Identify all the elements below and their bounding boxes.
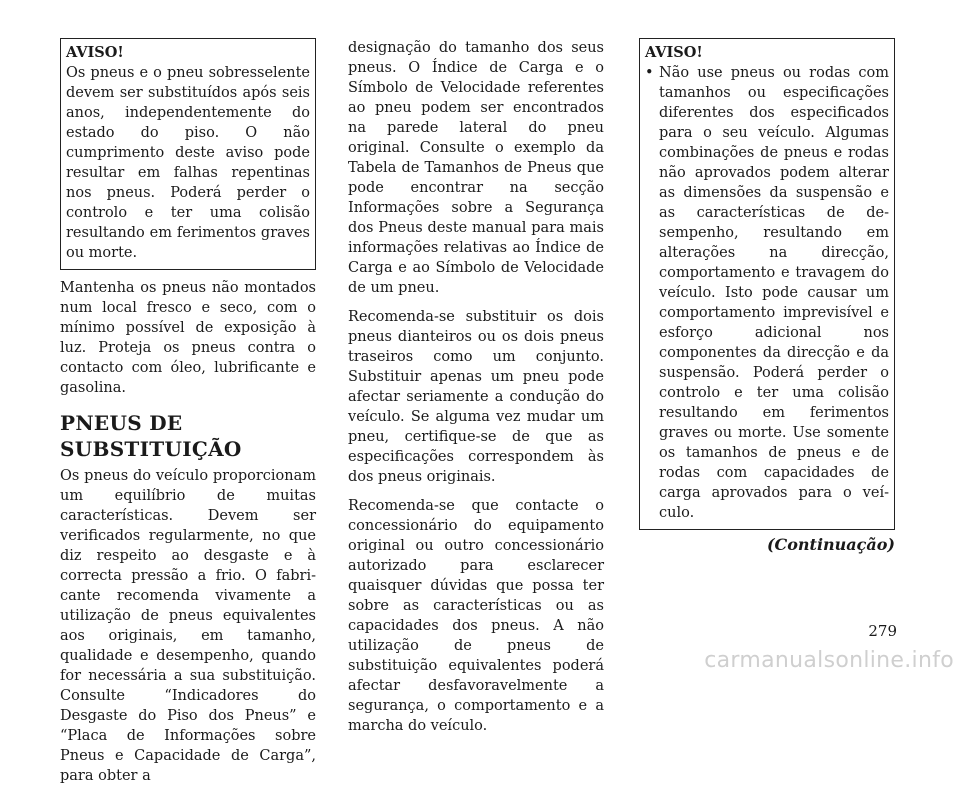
section-heading: PNEUS DE SUBSTITUIÇÃO [60,411,242,461]
replace-pairs-paragraph: Recomenda-se substituir os dois pneus dianteiros ou os dois pneus traseiros como um conjunto. Substituir apenas um pneu pode afectar seriamente a condução do veículo. Se alguma vez mudar um pneu, certifique-se de que as especificações correspondem às dos pneus originais. [348,309,604,485]
storage-paragraph: Mantenha os pneus não montados num local fresco e seco, com o mínimo possível de exposição à luz. Proteja os pneus contra o contacto com óleo, lubrificante e gasolina. [60,280,316,396]
warning-title: AVISO! [645,44,703,61]
warning-list [645,63,889,523]
page-number: 279 [868,622,897,640]
warning-title: AVISO! [66,44,124,61]
column-left [60,38,316,786]
warning-text: Os pneus e o pneu sobresselente devem ser substituídos após seis anos, independentemente do estado do piso. O não cumprimento deste aviso pode resultar em falhas repentinas nos pneus. Poderá perder o controlo e ter uma colisão resultando em ferimentos graves ou morte. [66,65,310,261]
warning-bullet-item: • Não use pneus ou rodas com tamanhos ou especificações diferentes dos especificados para o seu veículo. Algumas combinações de pneus e rodas não aprovados podem alterar as dimensões da suspensão e as características de desempenho, resultando em alterações na direcção, comportamento e travagem do veículo. Isto pode causar um comportamento imprevisível e esforço adicional nos componentes da direcção e da suspensão. Poderá perder o controlo e ter uma colisão resultando em ferimentos graves ou morte. Use somente os tamanhos de pneus e de rodas com capacidades de carga aprovados para o veículo. [645,63,889,523]
replacement-paragraph: Os pneus do veículo proporcionam um equilíbrio de muitas características. Devem ser verificados regularmente, no que diz respeito ao desgaste e à correcta pressão a frio. O fabricante recomenda vivamente a utilização de pneus equivalentes aos originais, em tamanho, qualidade e desempenho, quando for necessária a sua substituição. Consulte “Indicadores do Desgaste do Piso dos Pneus” e “Placa de Informações sobre Pneus e Capacidade de Carga”, para obter a [60,468,316,784]
dealer-contact-paragraph: Recomenda-se que contacte o concessionário do equipamento original ou outro concessionário autorizado para esclarecer quaisquer dúvidas que possa ter sobre as características ou as capacidades dos pneus. A não utilização de pneus de substituição equivalentes poderá afectar desfavoravelmente a segurança, o comportamento e a marcha do veículo. [348,498,604,734]
continuation-label: (Continuação) [766,535,895,554]
column-middle [348,38,604,736]
warning-box-wheel-size [639,38,895,530]
watermark: carmanualsonline.info [704,648,954,673]
warning-box-tire-age [60,38,316,270]
tire-size-paragraph: designação do tamanho dos seus pneus. O Índice de Carga e o Símbolo de Velocidade referentes ao pneu podem ser encontrados na parede lateral do pneu original. Consulte o exemplo da Tabela de Tamanhos de Pneus que pode encontrar na secção Informações sobre a Segurança dos Pneus deste manual para mais informações relativas ao Índice de Carga e ao Símbolo de Velocidade de um pneu. [348,40,604,296]
column-right [639,38,895,556]
